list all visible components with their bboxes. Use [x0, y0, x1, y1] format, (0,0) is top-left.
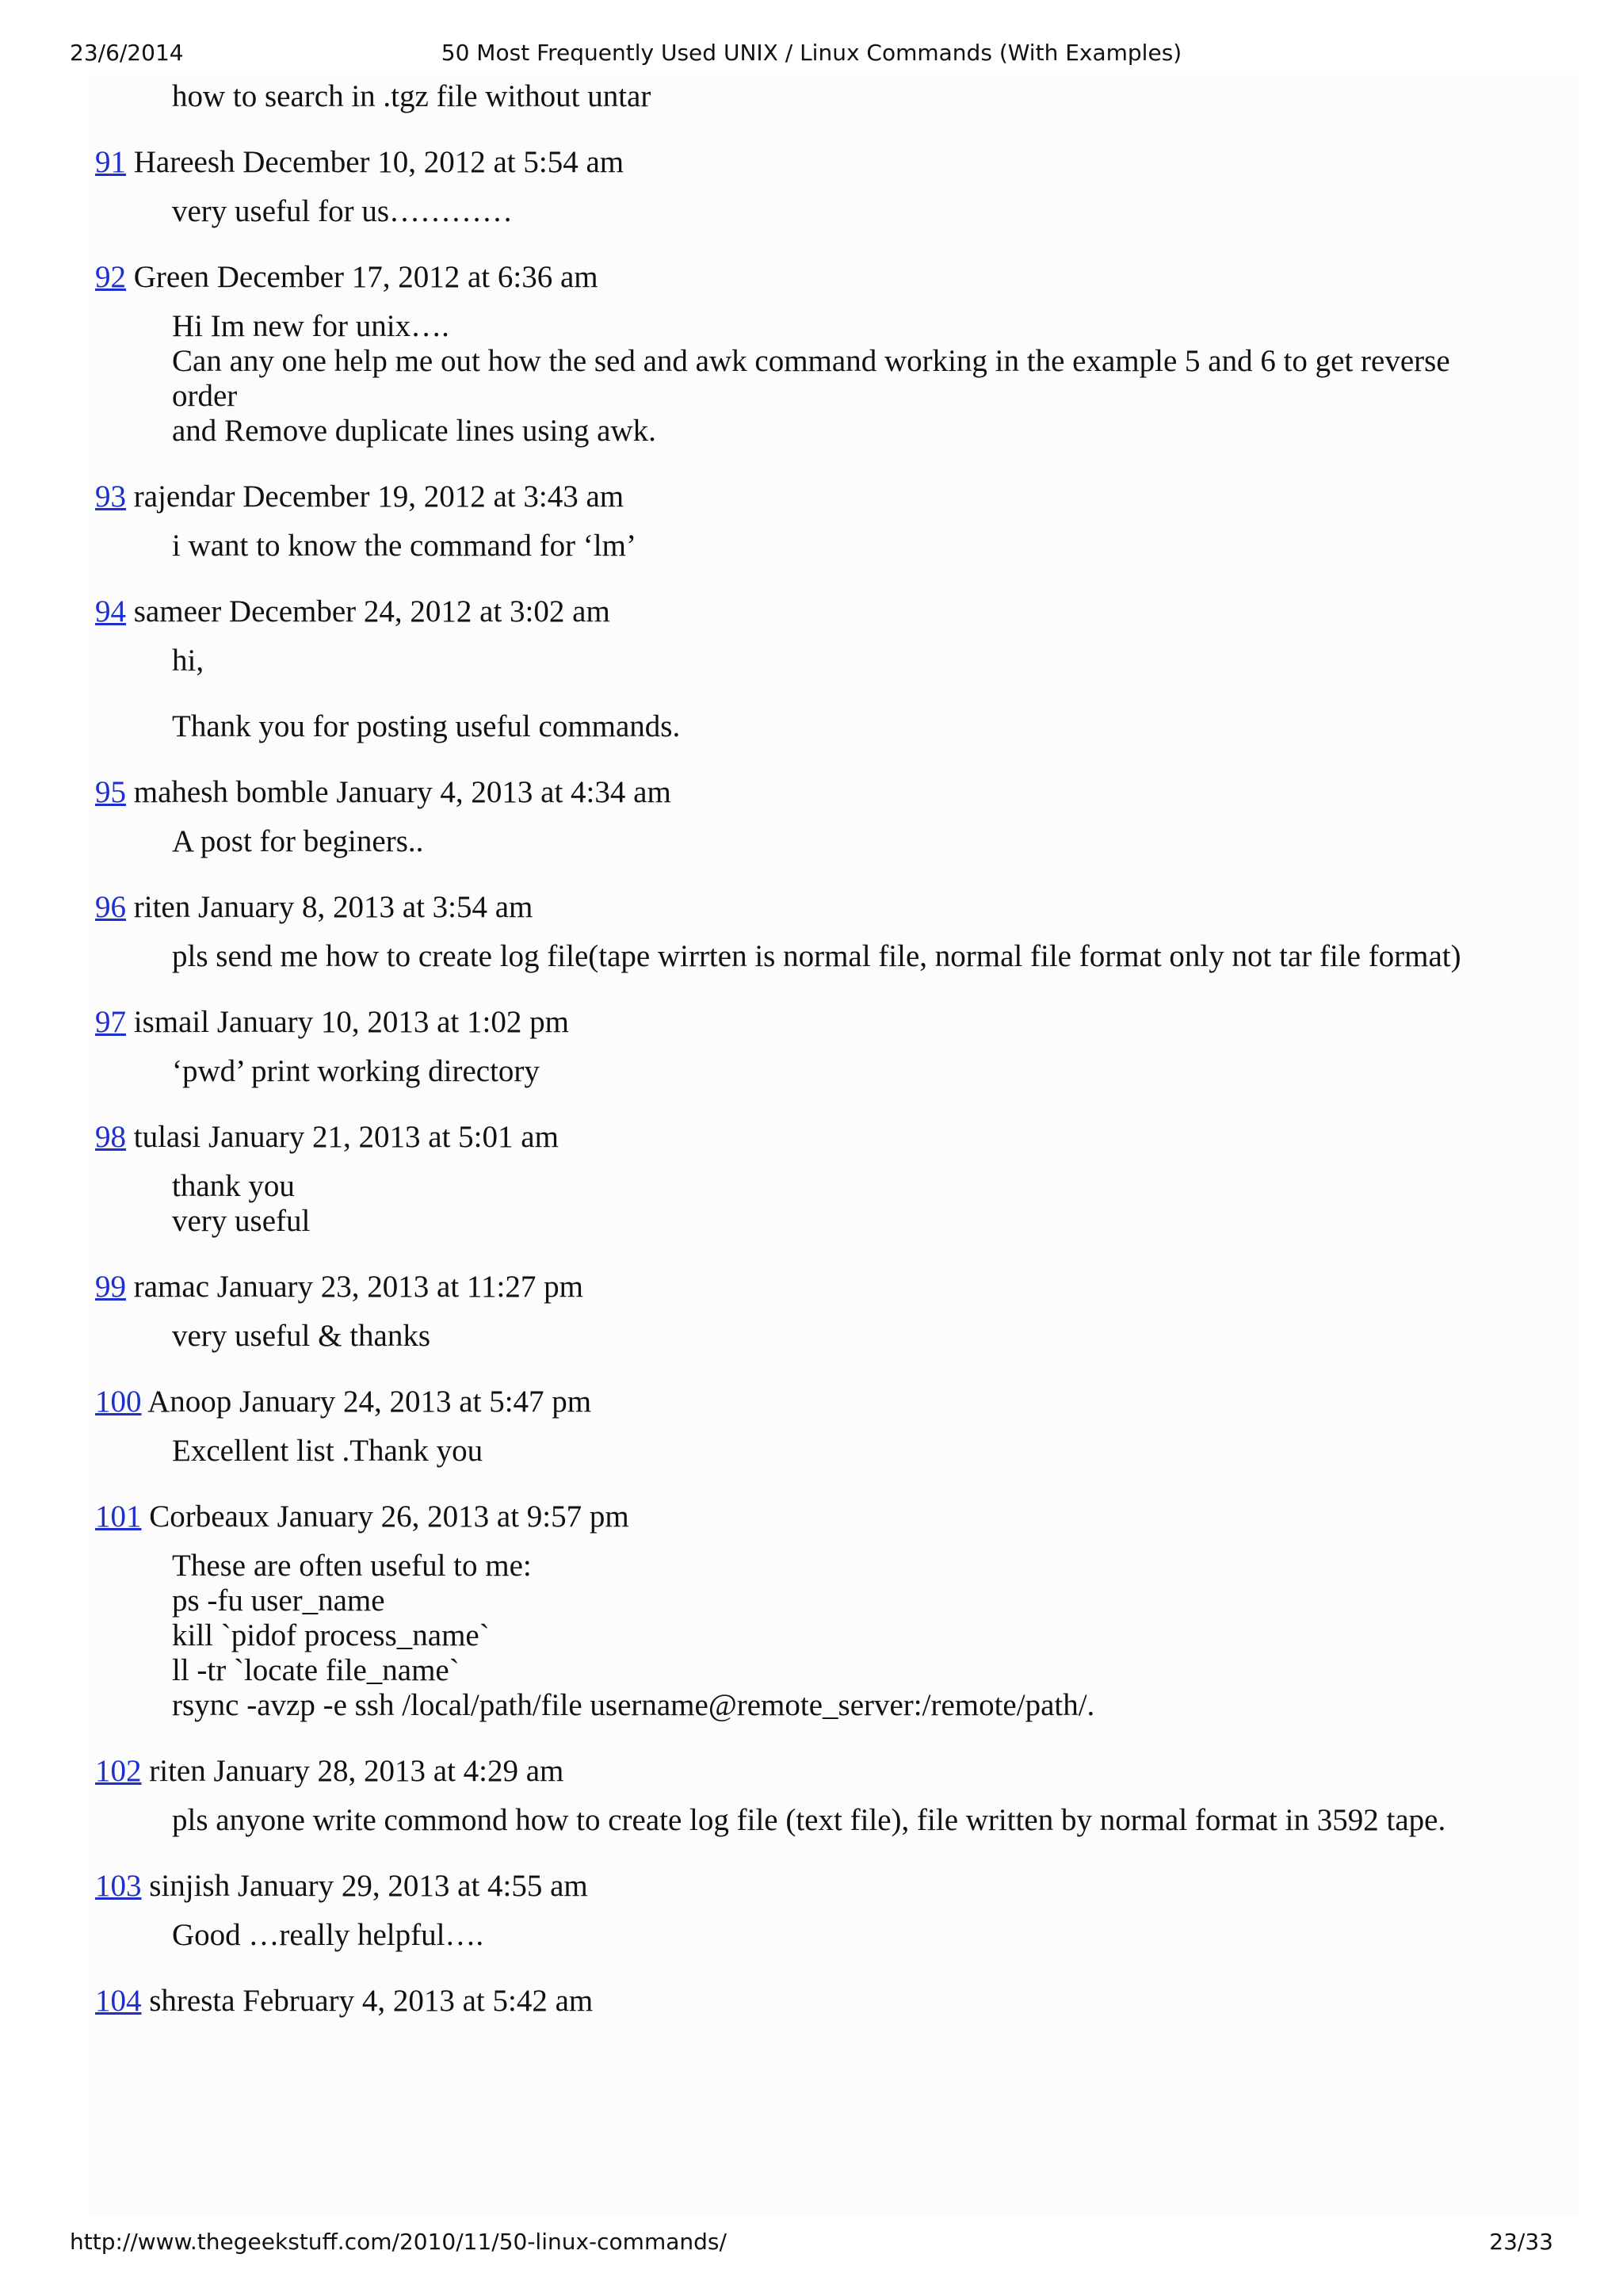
comment-author-date: riten January 8, 2013 at 3:54 am [133, 890, 533, 924]
comment-number-link[interactable]: 104 [95, 1984, 142, 2018]
comment-meta [95, 1385, 1623, 1419]
comment-meta [95, 1499, 1623, 1534]
comment-meta [95, 1005, 1623, 1040]
comment-meta [95, 1984, 1623, 2019]
comment-line: Excellent list .Thank you [172, 1434, 483, 1468]
comment-meta [95, 145, 1623, 180]
comment-meta [95, 1754, 1623, 1789]
comment-entry [0, 145, 1623, 229]
comment-entry [0, 775, 1623, 859]
comment-number-link[interactable]: 99 [95, 1270, 126, 1304]
comment-author-date: Green December 17, 2012 at 6:36 am [133, 260, 598, 294]
comment-number-link[interactable]: 102 [95, 1754, 142, 1788]
comment-author-date: ramac January 23, 2013 at 11:27 pm [133, 1270, 583, 1304]
print-date: 23/6/2014 [70, 40, 184, 66]
comment-author-date: Hareesh December 10, 2012 at 5:54 am [133, 145, 624, 179]
comment-entry [0, 260, 1623, 449]
comment-number-link[interactable]: 98 [95, 1120, 126, 1154]
comment-author-date: Corbeaux January 26, 2013 at 9:57 pm [149, 1499, 629, 1534]
comment-body [172, 1803, 1519, 1838]
comment-meta [95, 594, 1623, 629]
comment-author-date: Anoop January 24, 2013 at 5:47 pm [147, 1385, 592, 1419]
comment-number-link[interactable]: 103 [95, 1869, 142, 1903]
comment-line: pls anyone write commond how to create log file (text file), file written by normal format in 3592 tape. [172, 1803, 1446, 1837]
comment-body [172, 1918, 1519, 1953]
comment-line: rsync -avzp -e ssh /local/path/file username@remote_server:/remote/path/. [172, 1688, 1095, 1722]
comment-line: hi, [172, 644, 204, 678]
page-header [0, 40, 1623, 71]
comment-line: very useful & thanks [172, 1319, 431, 1353]
comment-line: A post for beginers.. [172, 824, 424, 858]
comment-meta [95, 479, 1623, 514]
comment-meta [95, 260, 1623, 295]
comment-meta [95, 775, 1623, 810]
comment-body [172, 529, 1519, 563]
comment-number-link[interactable]: 94 [95, 594, 126, 628]
comment-line: very useful for us………… [172, 194, 514, 228]
comment-number-link[interactable]: 95 [95, 775, 126, 809]
comment-meta [95, 1270, 1623, 1305]
comment-meta [95, 1869, 1623, 1904]
comment-line: Thank you for posting useful commands. [172, 709, 681, 743]
comment-body [172, 709, 1519, 744]
comment-author-date: shresta February 4, 2013 at 5:42 am [149, 1984, 594, 2018]
comment-author-date: riten January 28, 2013 at 4:29 am [149, 1754, 564, 1788]
comment-number-link[interactable]: 92 [95, 260, 126, 294]
comment-author-date: sameer December 24, 2012 at 3:02 am [133, 594, 610, 628]
comment-author-date: mahesh bomble January 4, 2013 at 4:34 am [133, 775, 671, 809]
page-url: http://www.thegeekstuff.com/2010/11/50-linux-commands/ [70, 2229, 727, 2255]
comment-entry [0, 1754, 1623, 1838]
comment-line: Good …really helpful…. [172, 1918, 484, 1952]
comment-body [172, 939, 1519, 974]
comment-number-link[interactable]: 100 [95, 1385, 142, 1419]
comment-line: ll -tr `locate file_name` [172, 1653, 460, 1687]
comment-line: ‘pwd’ print working directory [172, 1054, 540, 1088]
comment-line: and Remove duplicate lines using awk. [172, 414, 656, 448]
comment-line: Can any one help me out how the sed and awk command working in the example 5 and 6 to get reverse order [172, 344, 1450, 413]
comment-entry [0, 1120, 1623, 1239]
comment-line: thank you [172, 1169, 295, 1203]
comment-number-link[interactable]: 93 [95, 479, 126, 514]
comment-body [172, 644, 1519, 678]
comment-entry [0, 1005, 1623, 1089]
comment-entry [0, 1385, 1623, 1469]
comment-author-date: ismail January 10, 2013 at 1:02 pm [133, 1005, 569, 1039]
comment-entry [0, 479, 1623, 563]
comment-line: These are often useful to me: [172, 1549, 532, 1583]
comment-entry [0, 1984, 1623, 2019]
comment-entry [0, 594, 1623, 744]
comment-line: how to search in .tgz file without untar [172, 79, 651, 113]
comment-line: i want to know the command for ‘lm’ [172, 529, 636, 563]
comment-line: ps -fu user_name [172, 1584, 385, 1618]
comment-line: pls send me how to create log file(tape wirrten is normal file, normal file format only not tar file format) [172, 939, 1461, 973]
comment-author-date: tulasi January 21, 2013 at 5:01 am [133, 1120, 559, 1154]
comment-entry [0, 1869, 1623, 1953]
comment-meta [95, 890, 1623, 925]
comment-entry [0, 1499, 1623, 1723]
comment-author-date: rajendar December 19, 2012 at 3:43 am [133, 479, 624, 514]
comment-meta [95, 1120, 1623, 1155]
comment-body [172, 1169, 1519, 1239]
comment-body [172, 309, 1519, 449]
comment-number-link[interactable]: 101 [95, 1499, 142, 1534]
comments-container [0, 145, 1623, 2019]
comments-list [0, 70, 1623, 2019]
comment-body [172, 824, 1519, 859]
page-title: 50 Most Frequently Used UNIX / Linux Commands (With Examples) [441, 40, 1182, 66]
comment-entry [0, 1270, 1623, 1354]
page-footer [0, 2229, 1623, 2260]
comment-number-link[interactable]: 96 [95, 890, 126, 924]
comment-author-date: sinjish January 29, 2013 at 4:55 am [149, 1869, 588, 1903]
comment-body [172, 1549, 1519, 1723]
comment-body-fragment [172, 79, 1519, 114]
page-number: 23/33 [1489, 2229, 1553, 2255]
comment-body [172, 1434, 1519, 1469]
comment-number-link[interactable]: 97 [95, 1005, 126, 1039]
comment-entry [0, 890, 1623, 974]
comment-body [172, 1319, 1519, 1354]
comment-line: kill `pidof process_name` [172, 1618, 490, 1652]
comment-line: Hi Im new for unix…. [172, 309, 449, 343]
comment-line: very useful [172, 1204, 311, 1238]
comment-number-link[interactable]: 91 [95, 145, 126, 179]
comment-body [172, 1054, 1519, 1089]
comment-body [172, 194, 1519, 229]
